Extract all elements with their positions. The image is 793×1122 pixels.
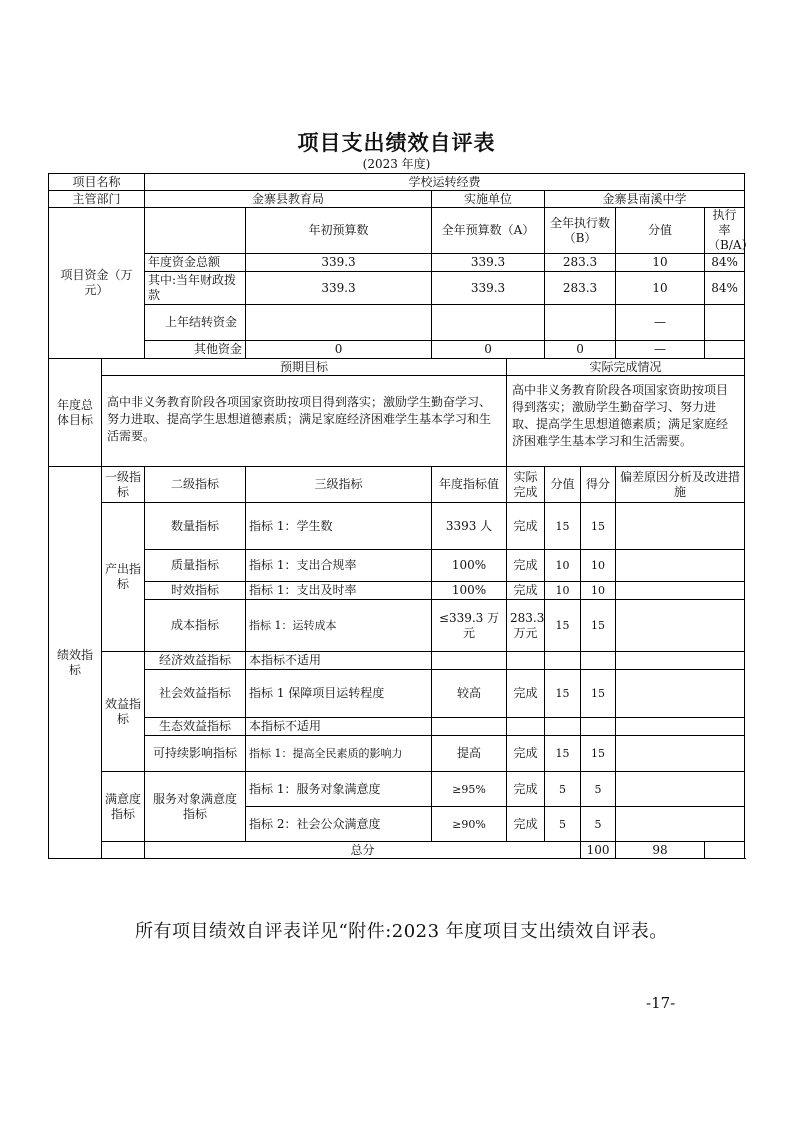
indicators-header-row	[49, 467, 745, 503]
funds-label: 项目资金（万元）	[49, 208, 145, 359]
funds-score-value: 10	[616, 254, 705, 272]
indicator-level3: 指标 1：支出合规率	[246, 550, 432, 582]
indicator-deviation	[616, 772, 745, 807]
indicator-actual	[507, 652, 545, 670]
indicator-score-value: 15	[545, 600, 581, 652]
goals-label: 年度总体目标	[49, 359, 102, 467]
funds-initial	[246, 305, 432, 341]
indicator-row	[49, 652, 745, 670]
indicator-level2: 生态效益指标	[145, 718, 246, 736]
group-output: 产出指标	[102, 503, 145, 652]
goals-header-row	[49, 359, 745, 376]
indicator-target: 3393 人	[432, 503, 507, 550]
funds-executed: 0	[545, 341, 616, 359]
indicator-score-value: 5	[545, 772, 581, 807]
indicator-level2: 时效指标	[145, 582, 246, 600]
funds-score-value: —	[616, 341, 705, 359]
funds-header-rate: 执行率（B/A）	[705, 208, 745, 254]
indicator-row	[49, 503, 745, 550]
project-name-value: 学校运转经费	[145, 174, 745, 191]
indicator-level2: 数量指标	[145, 503, 246, 550]
funds-header-full-year: 全年预算数（A）	[432, 208, 545, 254]
indicator-level3: 本指标不适用	[246, 718, 432, 736]
funds-row-label: 年度资金总额	[145, 254, 246, 272]
group-satisfaction: 满意度指标	[102, 772, 145, 842]
indicator-actual: 完成	[507, 807, 545, 842]
funds-score-value: 10	[616, 272, 705, 305]
indicator-row	[49, 600, 745, 652]
header-score: 得分	[581, 467, 616, 503]
funds-row	[49, 272, 745, 305]
funds-executed: 283.3	[545, 272, 616, 305]
page-title: 项目支出绩效自评表	[297, 130, 496, 155]
indicator-target: 提高	[432, 736, 507, 772]
indicator-score-value: 15	[545, 503, 581, 550]
goals-actual-text: 高中非义务教育阶段各项国家资助按项目得到落实；激励学生勤奋学习、努力进取、提高学生思想道德素质；满足家庭经济困难学生基本学习和生活需要。	[507, 376, 745, 467]
indicator-actual: 完成	[507, 503, 545, 550]
funds-rate	[705, 341, 745, 359]
indicator-actual: 完成	[507, 736, 545, 772]
funds-full-year	[432, 305, 545, 341]
funds-row	[49, 254, 745, 272]
total-score: 98	[616, 842, 705, 859]
indicator-target	[432, 718, 507, 736]
funds-rate: 84%	[705, 254, 745, 272]
funds-full-year: 339.3	[432, 254, 545, 272]
header-level2: 二级指标	[145, 467, 246, 503]
funds-rate	[705, 305, 745, 341]
indicator-score-value: 15	[545, 736, 581, 772]
indicator-row	[49, 582, 745, 600]
indicator-score: 10	[581, 582, 616, 600]
indicator-score-value	[545, 718, 581, 736]
indicator-score-value	[545, 652, 581, 670]
unit-label: 实施单位	[432, 191, 545, 208]
indicator-target: ≤339.3 万元	[432, 600, 507, 652]
indicator-deviation	[616, 503, 745, 550]
indicator-deviation	[616, 736, 745, 772]
indicator-score: 15	[581, 670, 616, 718]
indicator-score-value: 15	[545, 670, 581, 718]
funds-header-row	[49, 208, 745, 254]
header-level3: 三级指标	[246, 467, 432, 503]
indicator-level3: 指标 1 保障项目运转程度	[246, 670, 432, 718]
indicator-score	[581, 652, 616, 670]
dept-label: 主管部门	[49, 191, 145, 208]
indicator-level2: 经济效益指标	[145, 652, 246, 670]
funds-full-year: 0	[432, 341, 545, 359]
indicator-score: 15	[581, 503, 616, 550]
goals-expected-text: 高中非义务教育阶段各项国家资助按项目得到落实；激励学生勤奋学习、努力进取、提高学生思想道德素质；满足家庭经济困难学生基本学习和生活需要。	[102, 376, 507, 467]
indicator-deviation	[616, 652, 745, 670]
group-benefit: 效益指标	[102, 652, 145, 772]
indicator-deviation	[616, 670, 745, 718]
header-target: 年度指标值	[432, 467, 507, 503]
funds-initial: 339.3	[246, 254, 432, 272]
indicator-row	[49, 718, 745, 736]
indicator-score	[581, 718, 616, 736]
dept-value: 金寨县教育局	[145, 191, 432, 208]
funds-executed	[545, 305, 616, 341]
indicator-row	[49, 670, 745, 718]
funds-initial: 0	[246, 341, 432, 359]
header-deviation: 偏差原因分析及改进措施	[616, 467, 745, 503]
indicator-deviation	[616, 600, 745, 652]
goals-actual-header: 实际完成情况	[507, 359, 745, 376]
funds-executed: 283.3	[545, 254, 616, 272]
indicator-level3: 指标 1：运转成本	[246, 600, 432, 652]
indicator-level2: 成本指标	[145, 600, 246, 652]
funds-header-executed: 全年执行数（B）	[545, 208, 616, 254]
indicator-level2: 可持续影响指标	[145, 736, 246, 772]
indicator-level3: 本指标不适用	[246, 652, 432, 670]
indicator-target: 100%	[432, 582, 507, 600]
unit-value: 金寨县南溪中学	[545, 191, 745, 208]
funds-row-label: 其他资金	[145, 341, 246, 359]
indicator-deviation	[616, 807, 745, 842]
total-row	[49, 842, 745, 859]
indicator-actual	[507, 718, 545, 736]
indicators-label: 绩效指标	[49, 467, 102, 859]
indicator-score: 10	[581, 550, 616, 582]
funds-initial: 339.3	[246, 272, 432, 305]
indicator-score: 15	[581, 600, 616, 652]
indicator-score-value: 10	[545, 582, 581, 600]
indicator-score: 5	[581, 807, 616, 842]
funds-header-score-value: 分值	[616, 208, 705, 254]
funds-row-label: 上年结转资金	[145, 305, 246, 341]
funds-header-initial: 年初预算数	[246, 208, 432, 254]
indicator-level3: 指标 1：服务对象满意度	[246, 772, 432, 807]
indicator-level3: 指标 1：提高全民素质的影响力	[246, 736, 432, 772]
total-deviation	[705, 842, 745, 859]
indicator-deviation	[616, 550, 745, 582]
project-name-label: 项目名称	[49, 174, 145, 191]
indicator-level3: 指标 1：学生数	[246, 503, 432, 550]
self-evaluation-table	[48, 173, 754, 859]
funds-score-value: —	[616, 305, 705, 341]
funds-row-label: 其中:当年财政拨款	[145, 272, 246, 305]
indicator-level3: 指标 2：社会公众满意度	[246, 807, 432, 842]
funds-full-year: 339.3	[432, 272, 545, 305]
header-level1: 一级指标	[102, 467, 145, 503]
goals-content-row	[49, 376, 745, 467]
goals-expected-header: 预期目标	[102, 359, 507, 376]
indicator-level2: 质量指标	[145, 550, 246, 582]
funds-rate: 84%	[705, 272, 745, 305]
indicator-score: 5	[581, 772, 616, 807]
indicator-actual: 完成	[507, 772, 545, 807]
indicator-score-value: 10	[545, 550, 581, 582]
indicator-actual: 283.3 万元	[507, 600, 545, 652]
indicator-row	[49, 736, 745, 772]
indicator-target	[432, 652, 507, 670]
indicator-target: ≥95%	[432, 772, 507, 807]
funds-row	[49, 341, 745, 359]
indicator-actual: 完成	[507, 550, 545, 582]
indicator-deviation	[616, 718, 745, 736]
indicator-level2: 服务对象满意度指标	[145, 772, 246, 842]
dept-row	[49, 191, 745, 208]
indicator-level2: 社会效益指标	[145, 670, 246, 718]
project-name-row	[49, 174, 745, 191]
funds-header-blank	[145, 208, 246, 254]
total-blank	[102, 842, 145, 859]
total-label: 总分	[145, 842, 581, 859]
header-score-value: 分值	[545, 467, 581, 503]
indicator-row	[49, 550, 745, 582]
page-number: -17-	[646, 994, 676, 1012]
indicator-actual: 完成	[507, 670, 545, 718]
indicator-score: 15	[581, 736, 616, 772]
indicator-target: 较高	[432, 670, 507, 718]
year-label: (2023 年度)	[362, 157, 431, 171]
indicator-target: ≥90%	[432, 807, 507, 842]
indicator-level3: 指标 1：支出及时率	[246, 582, 432, 600]
footer-note: 所有项目绩效自评表详见“附件:2023 年度项目支出绩效自评表。	[135, 921, 668, 942]
indicator-actual: 完成	[507, 582, 545, 600]
indicator-score-value: 5	[545, 807, 581, 842]
indicator-target: 100%	[432, 550, 507, 582]
header-actual: 实际完成	[507, 467, 545, 503]
total-score-value: 100	[581, 842, 616, 859]
indicator-deviation	[616, 582, 745, 600]
funds-row	[49, 305, 745, 341]
indicator-row	[49, 772, 745, 807]
